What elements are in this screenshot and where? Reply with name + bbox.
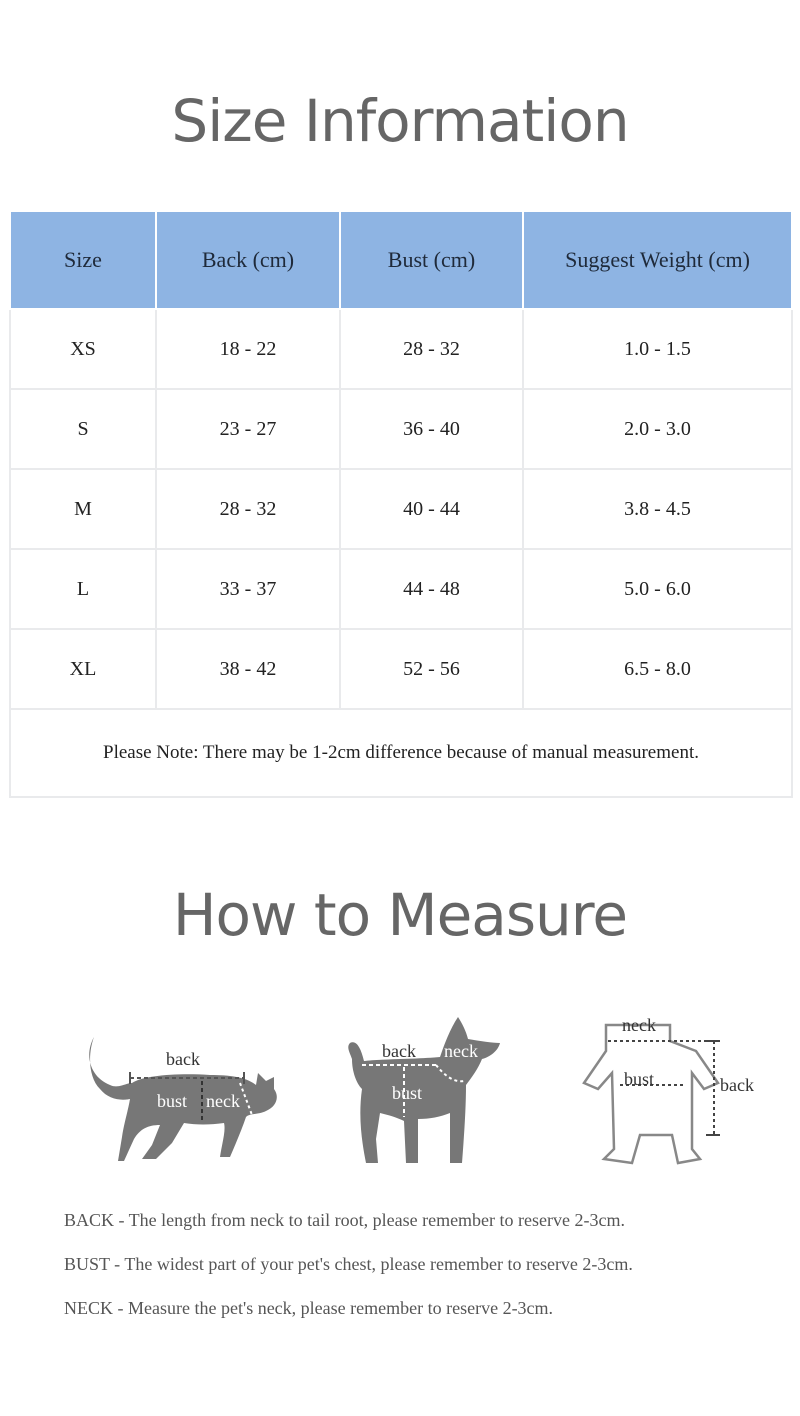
cell-weight: 2.0 - 3.0 <box>523 389 792 469</box>
instruction-neck: NECK - Measure the pet's neck, please remember to reserve 2-3cm. <box>64 1298 554 1318</box>
dog-neck-label: neck <box>444 1041 478 1061</box>
cell-size: S <box>10 389 156 469</box>
header-bust: Bust (cm) <box>340 211 523 309</box>
table-row <box>10 389 792 469</box>
cell-back: 33 - 37 <box>156 549 340 629</box>
header-size: Size <box>10 211 156 309</box>
measurement-note: Please Note: There may be 1-2cm difference because of manual measurement. <box>10 709 792 797</box>
dog-illustration <box>340 1013 510 1173</box>
cell-size: XS <box>10 309 156 389</box>
table-row <box>10 549 792 629</box>
cell-bust: 28 - 32 <box>340 309 523 389</box>
cell-back: 23 - 27 <box>156 389 340 469</box>
cell-back: 38 - 42 <box>156 629 340 709</box>
cell-back: 18 - 22 <box>156 309 340 389</box>
table-row <box>10 629 792 709</box>
table-row <box>10 469 792 549</box>
cell-bust: 52 - 56 <box>340 629 523 709</box>
table-row <box>10 309 792 389</box>
cell-weight: 1.0 - 1.5 <box>523 309 792 389</box>
dog-silhouette-icon <box>340 1013 510 1173</box>
cell-bust: 40 - 44 <box>340 469 523 549</box>
instruction-back: BACK - The length from neck to tail root, please remember to reserve 2-3cm. <box>64 1210 625 1230</box>
clothing-bust-label: bust <box>624 1069 655 1089</box>
cell-bust: 44 - 48 <box>340 549 523 629</box>
cat-bust-label: bust <box>157 1091 188 1111</box>
cat-back-label: back <box>166 1049 200 1069</box>
clothing-back-label: back <box>720 1075 754 1095</box>
dog-back-label: back <box>382 1041 416 1061</box>
dog-bust-label: bust <box>392 1083 423 1103</box>
cell-size: L <box>10 549 156 629</box>
instruction-bust: BUST - The widest part of your pet's chest, please remember to reserve 2-3cm. <box>64 1254 633 1274</box>
cell-weight: 6.5 - 8.0 <box>523 629 792 709</box>
cell-back: 28 - 32 <box>156 469 340 549</box>
cell-size: M <box>10 469 156 549</box>
cell-bust: 36 - 40 <box>340 389 523 469</box>
measure-instructions <box>64 1205 784 1337</box>
header-back: Back (cm) <box>156 211 340 309</box>
cat-illustration <box>80 1025 290 1170</box>
measure-illustrations <box>0 995 800 1185</box>
cat-neck-label: neck <box>206 1091 240 1111</box>
how-to-measure-title: How to Measure <box>172 881 628 949</box>
size-information-title: Size Information <box>171 87 629 155</box>
cell-weight: 5.0 - 6.0 <box>523 549 792 629</box>
table-header-row <box>10 211 792 309</box>
cell-weight: 3.8 - 4.5 <box>523 469 792 549</box>
clothing-illustration <box>566 1017 766 1167</box>
cell-size: XL <box>10 629 156 709</box>
clothing-neck-label: neck <box>622 1015 656 1035</box>
note-row <box>10 709 792 797</box>
size-table <box>9 210 793 798</box>
header-weight: Suggest Weight (cm) <box>523 211 792 309</box>
